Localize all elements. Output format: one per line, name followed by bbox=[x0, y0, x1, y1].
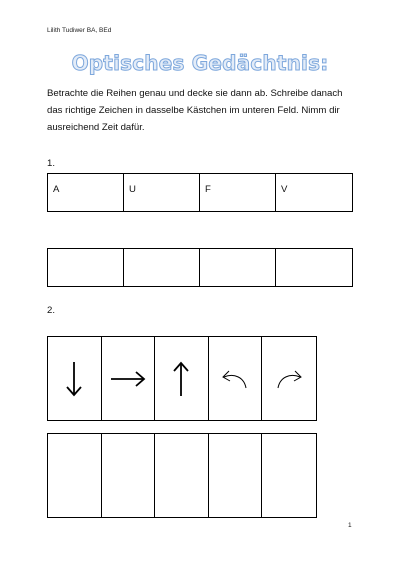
answer-cell[interactable] bbox=[102, 434, 156, 517]
letter-cell: A bbox=[48, 174, 124, 211]
exercise-2-number: 2. bbox=[47, 305, 56, 316]
page-title: Optisches Gedächtnis: bbox=[71, 51, 329, 75]
letter-cell: U bbox=[124, 174, 200, 211]
exercise-1-letter-row bbox=[47, 173, 353, 212]
curved-arrow-left-icon bbox=[218, 366, 252, 392]
curved-arrow-right-icon bbox=[272, 366, 306, 392]
exercise-1-answer-row bbox=[47, 248, 353, 287]
up-arrow-icon bbox=[166, 358, 196, 400]
answer-cell[interactable] bbox=[124, 249, 200, 286]
exercise-2-arrow-row bbox=[47, 336, 317, 421]
answer-cell[interactable] bbox=[155, 434, 209, 517]
answer-cell[interactable] bbox=[262, 434, 316, 517]
arrow-cell bbox=[102, 337, 156, 420]
answer-cell[interactable] bbox=[48, 249, 124, 286]
answer-cell[interactable] bbox=[200, 249, 276, 286]
page-number: 1 bbox=[348, 522, 352, 529]
right-arrow-icon bbox=[108, 364, 148, 394]
arrow-cell bbox=[262, 337, 316, 420]
exercise-1-number: 1. bbox=[47, 158, 56, 169]
arrow-cell bbox=[209, 337, 263, 420]
exercise-2-answer-row bbox=[47, 433, 317, 518]
letter-cell: V bbox=[281, 184, 288, 195]
instructions-text: Betrachte die Reihen genau und decke sie dann ab. Schreibe danach das richtige Zeichen in dasselbe Kästchen im unteren Feld. Nimm dir ausreichend Zeit dafür. bbox=[47, 88, 343, 133]
arrow-cell bbox=[155, 337, 209, 420]
letter-cell: F bbox=[200, 174, 276, 211]
arrow-cell bbox=[48, 337, 102, 420]
answer-cell[interactable] bbox=[209, 434, 263, 517]
down-arrow-icon bbox=[59, 358, 89, 400]
answer-cell[interactable] bbox=[48, 434, 102, 517]
author-header: Lilith Tudiwer BA, BEd bbox=[47, 27, 112, 34]
answer-cell[interactable] bbox=[276, 249, 352, 286]
